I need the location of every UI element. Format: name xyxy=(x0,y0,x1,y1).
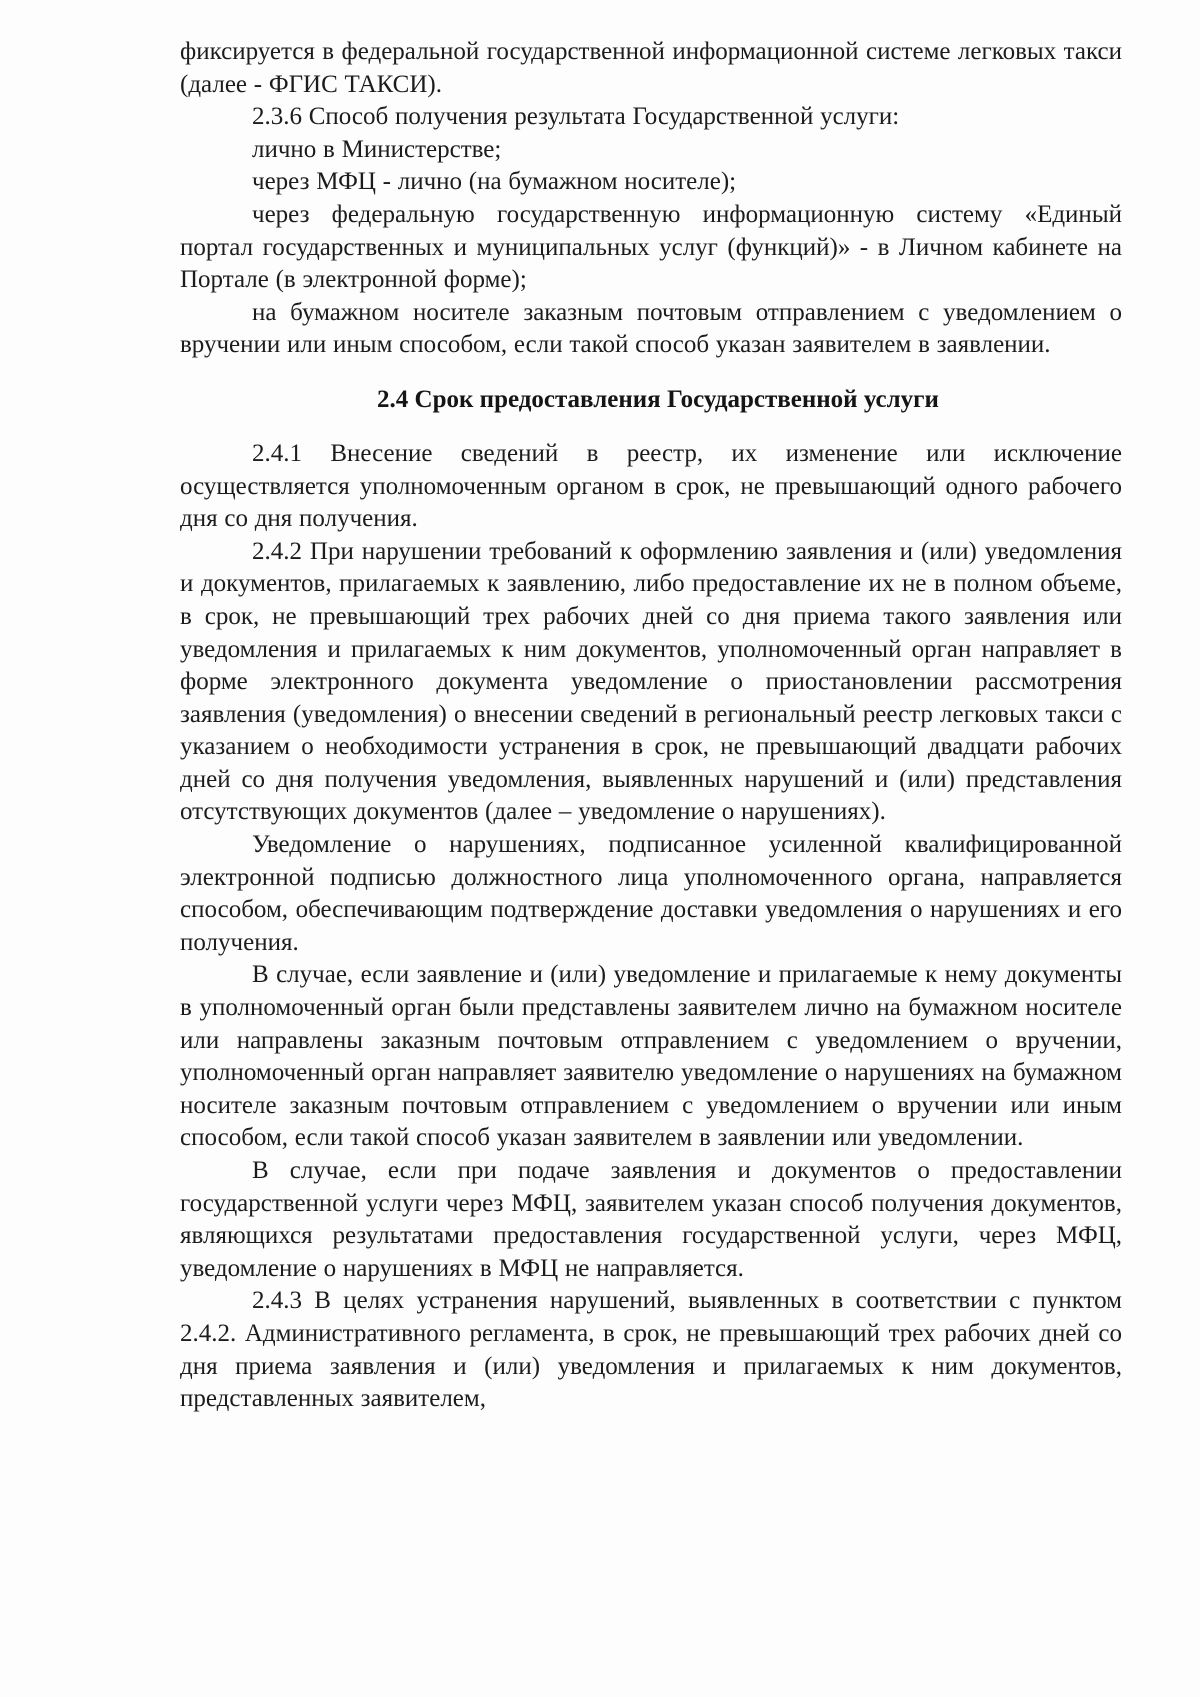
paragraph-2-4-3: 2.4.3 В целях устранения нарушений, выявленных в соответствии с пунктом 2.4.2. Административного регламента, в срок, не превышающий трех рабочих дней со дня приема заявления и (или) уведомления и прилагаемых к ним документов, представленных заявителем, xyxy=(180,1287,1122,1413)
list-item-mfc: через МФЦ - лично (на бумажном носителе); xyxy=(252,168,737,196)
paragraph-2-4-1: 2.4.1 Внесение сведений в реестр, их изменение или исключение осуществляется уполномоченным органом в срок, не превышающий одного рабочего дня со дня получения. xyxy=(180,439,1122,533)
paragraph-mfc-case: В случае, если при подаче заявления и документов о предоставлении государственной услуги через МФЦ, заявителем указан способ получения документов, являющихся результатами предоставления государственной услуги, через МФЦ, уведомление о нарушениях в МФЦ не направляется. xyxy=(180,1157,1122,1282)
paragraph-continuation: фиксируется в федеральной государственной информационной системе легковых такси (далее - ФГИС ТАКСИ). xyxy=(180,38,1122,98)
list-item-ministry: лично в Министерстве; xyxy=(252,135,502,163)
list-item-mail: на бумажном носителе заказным почтовым отправлением с уведомлением о вручении или иным способом, если такой способ указан заявителем в заявлении. xyxy=(180,298,1122,359)
paragraph-notice-signature: Уведомление о нарушениях, подписанное усиленной квалифицированной электронной подписью должностного лица уполномоченного органа, направляется способом, обеспечивающим подтверждение доставки уведомления о нарушениях и его получения. xyxy=(180,831,1122,956)
document-body xyxy=(180,36,1122,1416)
paragraph-paper-delivery: В случае, если заявление и (или) уведомление и прилагаемые к нему документы в уполномоченный орган были представлены заявителем лично на бумажном носителе или направлены заказным почтовым отправлением с уведомлением о вручении, уполномоченный орган направляет заявителю уведомление о нарушениях на бумажном носителе заказным почтовым отправлением с уведомлением о вручении или иным способом, если такой способ указан заявителем в заявлении или уведомлении. xyxy=(180,961,1122,1152)
paragraph-2-4-2: 2.4.2 При нарушении требований к оформлению заявления и (или) уведомления и документов, прилагаемых к заявлению, либо предоставление их не в полном объеме, в срок, не превышающий трех рабочих дней со дня приема такого заявления или уведомления и прилагаемых к ним документов, уполномоченный орган направляет в форме электронного документа уведомление о приостановлении рассмотрения заявления (уведомления) о внесении сведений в региональный реестр легковых такси с указанием о необходимости устранения в срок, не превышающий двадцати рабочих дней со дня получения уведомления, выявленных нарушений и (или) представления отсутствующих документов (далее – уведомление о нарушениях). xyxy=(180,537,1122,826)
section-heading-2-4: 2.4 Срок предоставления Государственной услуги xyxy=(377,385,939,413)
list-item-portal: через федеральную государственную информационную систему «Единый портал государственных и муниципальных услуг (функций)» - в Личном кабинете на Портале (в электронной форме); xyxy=(180,200,1122,294)
paragraph-2-3-6: 2.3.6 Способ получения результата Государственной услуги: xyxy=(252,103,900,131)
